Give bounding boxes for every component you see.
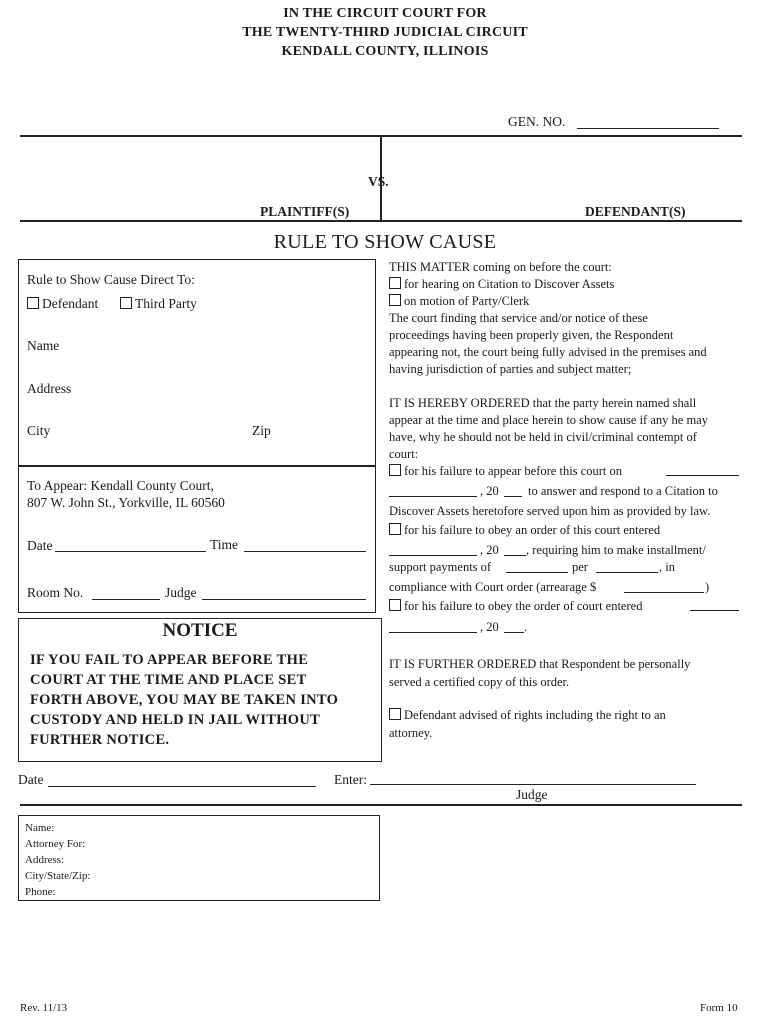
date-field[interactable] bbox=[55, 551, 206, 552]
ordered-line1: IT IS HEREBY ORDERED that the party herein named shall bbox=[389, 396, 697, 410]
motion-checkbox[interactable] bbox=[389, 294, 401, 306]
citation-checkbox[interactable] bbox=[389, 277, 401, 289]
notice-line2: COURT AT THE TIME AND PLACE SET bbox=[30, 672, 307, 688]
order-year-prefix: , 20 bbox=[480, 543, 499, 557]
time-label: Time bbox=[210, 537, 239, 552]
court-name-line1: IN THE CIRCUIT COURT FOR bbox=[283, 6, 487, 21]
city-label: City bbox=[27, 423, 51, 438]
time-field[interactable] bbox=[244, 551, 366, 552]
compliance-text: compliance with Court order (arrearage $ bbox=[389, 580, 597, 594]
per-text: per bbox=[572, 560, 588, 574]
room-no-field[interactable] bbox=[92, 599, 160, 600]
sign-date-field[interactable] bbox=[48, 786, 316, 787]
support-text: support payments of bbox=[389, 560, 492, 574]
finding-line4: having jurisdiction of parties and subject matter; bbox=[389, 362, 632, 376]
caption-bottom-rule bbox=[20, 220, 742, 222]
direct-to-divider bbox=[18, 465, 376, 467]
notice-line1: IF YOU FAIL TO APPEAR BEFORE THE bbox=[30, 652, 309, 668]
versus-label: VS. bbox=[368, 174, 389, 189]
third-party-option[interactable] bbox=[120, 296, 197, 312]
name-label: Name bbox=[27, 338, 60, 353]
sign-date-label: Date bbox=[18, 772, 44, 787]
date-label: Date bbox=[27, 538, 53, 553]
fail-appear-option[interactable] bbox=[389, 463, 749, 480]
appear-location-line1: To Appear: Kendall County Court, bbox=[27, 478, 214, 493]
direct-to-box bbox=[18, 259, 376, 613]
notice-line4: CUSTODY AND HELD IN JAIL WITHOUT bbox=[30, 712, 321, 728]
obey2-date-field[interactable] bbox=[690, 610, 739, 611]
notice-title: NOTICE bbox=[162, 620, 238, 641]
in-text: , in bbox=[659, 560, 675, 574]
attorney-box bbox=[18, 815, 380, 901]
order-year-field[interactable] bbox=[504, 555, 526, 556]
third-party-checkbox[interactable] bbox=[120, 297, 132, 309]
payment-amount-field[interactable] bbox=[506, 572, 568, 573]
answer-text: to answer and respond to a Citation to bbox=[528, 484, 718, 498]
matter-intro: THIS MATTER coming on before the court: bbox=[389, 260, 612, 274]
further-line1: IT IS FURTHER ORDERED that Respondent be personally bbox=[389, 657, 691, 671]
defendant-option[interactable] bbox=[27, 296, 98, 312]
room-no-label: Room No. bbox=[27, 585, 84, 600]
arrearage-field[interactable] bbox=[624, 592, 704, 593]
defendant-option-label: Defendant bbox=[42, 296, 99, 311]
court-name-line2: THE TWENTY-THIRD JUDICIAL CIRCUIT bbox=[242, 25, 528, 40]
gen-no-field[interactable] bbox=[577, 128, 719, 129]
form-number: Form 10 bbox=[700, 1002, 738, 1014]
fail-obey-checkbox[interactable] bbox=[389, 523, 401, 535]
defendant-label: DEFENDANT(S) bbox=[585, 204, 686, 219]
citation-option[interactable] bbox=[389, 276, 749, 293]
revision-label: Rev. 11/13 bbox=[20, 1002, 68, 1014]
advised-line2: attorney. bbox=[389, 726, 433, 740]
court-name-line3: KENDALL COUNTY, ILLINOIS bbox=[281, 44, 489, 59]
fail-obey-option[interactable] bbox=[389, 522, 749, 539]
address-label: Address bbox=[27, 381, 72, 396]
attorney-phone-label: Phone: bbox=[25, 886, 56, 898]
advised-checkbox[interactable] bbox=[389, 708, 401, 720]
further-line2: served a certified copy of this order. bbox=[389, 675, 570, 689]
notice-line3: FORTH ABOVE, YOU MAY BE TAKEN INTO bbox=[30, 692, 339, 708]
finding-line1: The court finding that service and/or notice of these bbox=[389, 311, 648, 325]
obey2-year-prefix: , 20 bbox=[480, 620, 499, 634]
judge-field[interactable] bbox=[202, 599, 366, 600]
fail-obey2-option[interactable] bbox=[389, 598, 749, 615]
attorney-city-label: City/State/Zip: bbox=[25, 870, 91, 882]
fail-obey2-checkbox[interactable] bbox=[389, 599, 401, 611]
fail-appear-label: for his failure to appear before this court on bbox=[404, 464, 622, 478]
order-day-field[interactable] bbox=[389, 555, 477, 556]
appear-year-field[interactable] bbox=[504, 496, 522, 497]
judge-signature-field[interactable] bbox=[370, 784, 696, 785]
appear-day-field[interactable] bbox=[389, 496, 477, 497]
judge-signature-label: Judge bbox=[516, 787, 548, 802]
citation-option-label: for hearing on Citation to Discover Assets bbox=[404, 277, 615, 291]
judge-label: Judge bbox=[165, 585, 197, 600]
direct-to-label: Rule to Show Cause Direct To: bbox=[27, 272, 195, 287]
ordered-line4: court: bbox=[389, 447, 419, 461]
motion-option[interactable] bbox=[389, 293, 749, 310]
arrearage-close: ) bbox=[705, 580, 710, 594]
document-title: RULE TO SHOW CAUSE bbox=[273, 231, 497, 253]
appear-location-line2: 807 W. John St., Yorkville, IL 60560 bbox=[27, 495, 225, 510]
ordered-line2: appear at the time and place herein to show cause if any he may bbox=[389, 413, 708, 427]
discover-text: Discover Assets heretofore served upon him as provided by law. bbox=[389, 504, 711, 518]
fail-obey2-label: for his failure to obey the order of court entered bbox=[404, 599, 643, 613]
motion-option-label: on motion of Party/Clerk bbox=[404, 294, 530, 308]
attorney-address-label: Address: bbox=[25, 854, 65, 866]
defendant-checkbox[interactable] bbox=[27, 297, 39, 309]
payment-period-field[interactable] bbox=[596, 572, 658, 573]
gen-no-label: GEN. NO. bbox=[508, 114, 566, 129]
installment-text: , requiring him to make installment/ bbox=[526, 543, 706, 557]
finding-line2: proceedings having been properly given, the Respondent bbox=[389, 328, 674, 342]
advised-option[interactable] bbox=[389, 707, 749, 724]
obey2-period: . bbox=[524, 620, 528, 634]
obey2-year-field[interactable] bbox=[504, 632, 524, 633]
third-party-option-label: Third Party bbox=[135, 296, 197, 311]
fail-appear-checkbox[interactable] bbox=[389, 464, 401, 476]
zip-label: Zip bbox=[252, 423, 271, 438]
plaintiff-label: PLAINTIFF(S) bbox=[260, 204, 350, 219]
enter-label: Enter: bbox=[334, 772, 367, 787]
signature-rule bbox=[20, 804, 742, 806]
ordered-line3: have, why he should not be held in civil/criminal contempt of bbox=[389, 430, 697, 444]
fail-obey-label: for his failure to obey an order of this court entered bbox=[404, 523, 661, 537]
notice-line5: FURTHER NOTICE. bbox=[30, 732, 170, 748]
advised-line1: Defendant advised of rights including the right to an bbox=[404, 708, 666, 722]
obey2-day-field[interactable] bbox=[389, 632, 477, 633]
attorney-for-label: Attorney For: bbox=[25, 838, 86, 850]
attorney-name-label: Name: bbox=[25, 822, 55, 834]
appear-date-field[interactable] bbox=[666, 475, 739, 476]
finding-line3: appearing not, the court being fully advised in the premises and bbox=[389, 345, 707, 359]
appear-year-prefix: , 20 bbox=[480, 484, 499, 498]
